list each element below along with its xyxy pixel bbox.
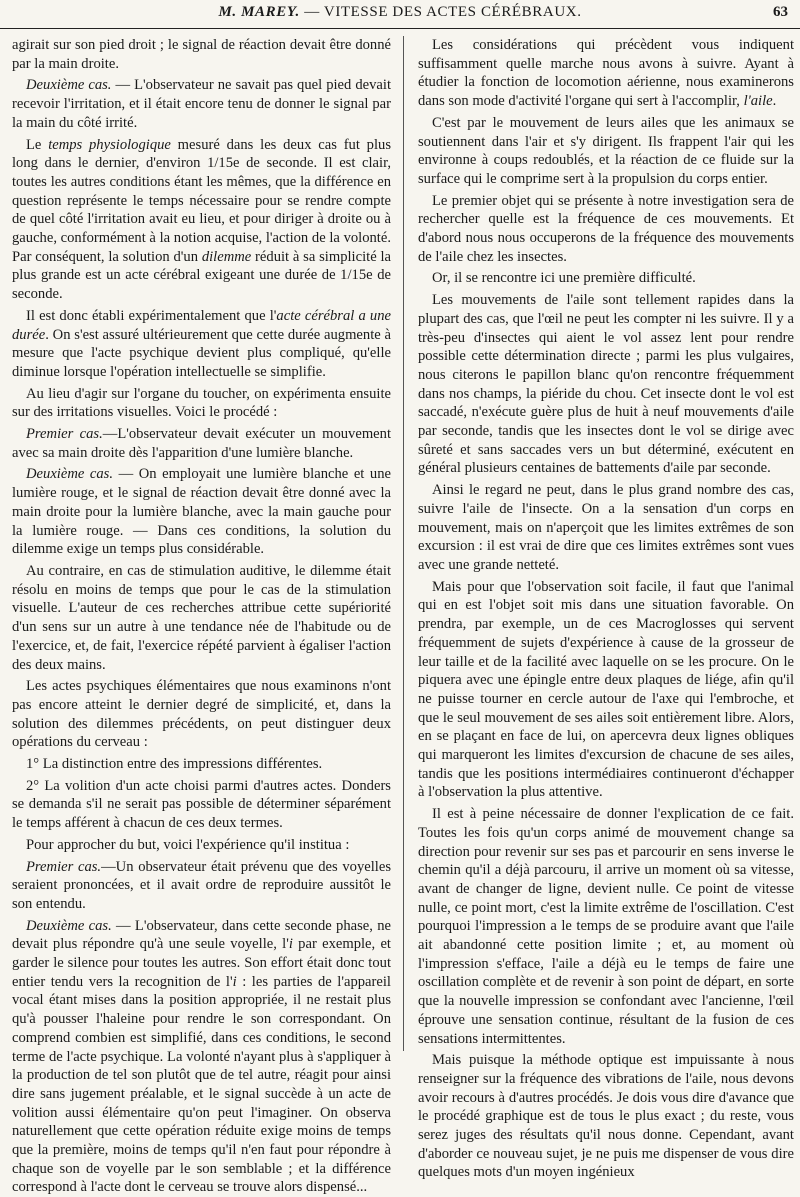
- text-run: Pour approcher du but, voici l'expérience qu'il institua :: [26, 836, 350, 853]
- running-header: [0, 0, 800, 29]
- text-run: 2° La volition d'un acte choisi parmi d'autres actes. Donders se demanda s'il ne serait pas possible de déterminer séparément le temps afférent à chacun de ces deux termes.: [12, 777, 391, 832]
- italic-run: Premier cas.: [26, 858, 102, 875]
- italic-run: Deuxième cas.: [26, 77, 112, 94]
- text-run: C'est par le mouvement de leurs ailes que les animaux se soutiennent dans l'air et s'y dirigent. Ils frappent l'air qui les environne à coups redoublés, et la réaction de ce fluide sur la surface qui le comprime sert à la propulsion du corps entier.: [418, 114, 794, 187]
- text-run: agirait sur son pied droit ; le signal de réaction devait être donné par la main droite.: [12, 37, 391, 72]
- text-run: . On s'est assuré ultérieurement que cette durée augmente à mesure que l'acte psychique devient plus compliqué, qu'elle diminue lorsque l'opération intellectuelle se simplifie.: [12, 326, 391, 380]
- left-column: [12, 36, 403, 1196]
- italic-run: i: [288, 936, 293, 953]
- paragraph: [12, 36, 391, 73]
- paragraph: [12, 307, 391, 382]
- paragraph: [12, 136, 391, 304]
- paragraph: [12, 917, 391, 1197]
- italic-run: temps physiologique: [48, 136, 171, 153]
- paragraph: [418, 114, 794, 189]
- text-run: 1° La distinction entre des impressions différentes.: [26, 756, 323, 773]
- text-run: Le premier objet qui se présente à notre investigation sera de rechercher quelle est la fréquence de ces mouvements. Et d'abord nous nous occuperons de la fréquence des mouvements de l'aile chez les insectes.: [418, 192, 794, 265]
- header-title: [0, 4, 800, 21]
- text-run: réduit à sa simplicité la plus grande est un acte cérébral exigeant une durée de 1/15e de seconde.: [12, 248, 391, 303]
- italic-run: dilemme: [201, 248, 252, 265]
- italic-run: Premier cas.: [26, 426, 103, 443]
- paragraph: [12, 385, 391, 422]
- paragraph: [12, 755, 391, 774]
- paragraph: [418, 36, 794, 111]
- right-column: [403, 36, 794, 1181]
- italic-run: i: [232, 973, 237, 990]
- italic-run: Deuxième cas.: [26, 466, 114, 483]
- text-columns: [12, 36, 794, 1196]
- italic-run: Deuxième cas.: [26, 917, 112, 934]
- paragraph: [418, 192, 794, 267]
- paragraph: [12, 677, 391, 752]
- text-run: Il est à peine nécessaire de donner l'explication de ce fait. Toutes les fois qu'un corps animé de mouvement change sa direction pour revenir sur ses pas et parcourir en sens inverse le chemin qu'il a déjà parcouru, il arrive un moment où sa vitesse, avant de changer de ligne, devient nulle. Ce point de vitesse nulle, ce point mort, c'est la limite extrême de l'oscillation. C'est pourquoi l'impression a le temps de se produire avant que l'aile ait abandonné cette position limite ; et, au moment où l'impression s'efface, l'aile a déjà eu le temps de faire une oscillation complète et de revenir à son point de départ, en sorte que la nouvelle impression se confondant avec l'ancienne, l'œil éprouve une sensation continue, résultant de la fusion de ces sensations intermittentes.: [418, 806, 794, 1047]
- paragraph: [418, 1051, 794, 1182]
- text-run: Le: [26, 136, 49, 153]
- text-run: —L'observateur devait exécuter un mouvement avec sa main droite dès l'apparition d'une lumière blanche.: [12, 426, 391, 461]
- text-run: par exemple, et garder le silence pour toutes les autres. Son effort était donc tout entier tendu vers la recognition de l': [12, 936, 391, 990]
- page-number: 63: [773, 4, 788, 20]
- paragraph: [418, 805, 794, 1048]
- text-run: Les mouvements de l'aile sont tellement rapides dans la plupart des cas, que l'œil ne peut les compter ni les suivre. Il y a très-peu d'insectes qui aient le vol assez lent pour rendre possible cette détermination directe ; parmi les plus vulgaires, nous citerons le papillon blanc qu'on rencontre fréquemment dans nos champs, la piéride du chou. Cet insecte dont le vol est saccadé, n'exécute guère plus de huit à neuf mouvements d'aile par seconde, tandis que les insectes dont le vol se dirige avec sûreté et sans saccades vers un but déterminé, exécutent en général plusieurs centaines de battements d'aile par seconde.: [418, 292, 794, 477]
- header-author: M. MAREY.: [218, 4, 300, 20]
- italic-run: acte cérébral a une durée: [12, 307, 391, 343]
- paragraph: [12, 465, 391, 559]
- text-run: : les parties de l'appareil vocal étant mises dans la position appropriée, il ne restait plus qu'à pousser l'haleine pour rendre le son correspondant. On comprend combien est simplifié, dans ces conditions, le second terme de l'acte psychique. La volonté n'ayant plus à s'appliquer à la production de tel son plutôt que de tel autre, réagit pour ainsi dire sans jugement préalable, et le signal succède à un acte de volition aussi élémentaire qu'on peut l'imaginer. On observa naturellement que cette opération réduite exige moins de temps que la première, moins de temps qu'il n'en faut pour répondre à chaque son de voyelle par le son semblable ; et la différence correspond à l'acte dont le cerveau se trouve alors dispensé...: [12, 973, 391, 1196]
- paragraph: [418, 578, 794, 802]
- text-run: —Un observateur était prévenu que des voyelles seraient prononcées, et il avait ordre de reproduire aussitôt le son entendu.: [12, 858, 391, 912]
- paragraph: [12, 425, 391, 462]
- text-run: .: [772, 93, 777, 110]
- italic-run: l'aile: [743, 93, 773, 110]
- paragraph: [418, 269, 794, 288]
- paragraph: [12, 777, 391, 833]
- text-run: — L'observateur ne savait pas quel pied devait recevoir l'irritation, et il était encore tenu de donner le signal par la main du côté irrité.: [12, 77, 392, 131]
- paragraph: [12, 858, 391, 914]
- paragraph: [418, 291, 794, 478]
- text-run: Les actes psychiques élémentaires que nous examinons n'ont pas encore atteint le dernier degré de simplicité, et, dans la solution des dilemmes précédents, on peut distinguer deux opérations du cerveau :: [12, 678, 391, 751]
- text-run: Au lieu d'agir sur l'organe du toucher, on expérimenta ensuite sur des irritations visuelles. Voici le procédé :: [12, 385, 391, 421]
- text-run: — L'observateur, dans cette seconde phase, ne devait plus répondre qu'à une seule voyelle, l': [12, 917, 391, 953]
- paragraph: [12, 76, 391, 132]
- header-article-title: — VITESSE DES ACTES CÉRÉBRAUX.: [304, 4, 582, 20]
- paragraph: [12, 562, 391, 674]
- text-run: Mais puisque la méthode optique est impuissante à nous renseigner sur la fréquence des vibrations de l'aile, nous devons avoir recours à d'autres procédés. Je dois vous dire d'avance que le procédé graphique est de tous le plus exact ; du reste, vous serez juges des résultats qu'il nous donne. Cependant, avant d'aborder ce nouveau sujet, je ne puis me dispenser de vous dire quelques mots d'un moyen ingénieux: [418, 1052, 794, 1181]
- text-run: Ainsi le regard ne peut, dans le plus grand nombre des cas, suivre l'aile de l'insecte. On a la sensation d'un corps en mouvement, mais on n'aperçoit que les limites extrêmes de son excursion : il est vrai de dire que ces limites extrêmes sont vues avec une grande netteté.: [418, 482, 794, 573]
- text-run: — On employait une lumière blanche et une lumière rouge, et le signal de réaction devait être donné avec la main droite pour la lumière blanche, avec la main gauche pour la lumière rouge. — Dans ces conditions, la solution du dilemme exige un temps plus considérable.: [12, 466, 391, 558]
- paragraph: [12, 836, 391, 855]
- text-run: Mais pour que l'observation soit facile, il faut que l'animal qui en est l'objet soit mis dans une situation favorable. On prendra, par exemple, un de ces Macroglosses qui servent fréquemment de sujets d'expérience à cause de la grosseur de leur taille et de la facilité avec laquelle on se les procure. On le piquera avec une épingle entre deux plaques de liége, afin qu'il ne puisse tourner en cercle autour de l'axe qui l'embroche, et que le seul mouvement de ses ailes soit entièrement libre. Alors, en se plaçant en face de lui, on apercevra deux lignes obliques qui marqueront les limites d'excursion de chacune de ses ailes, tandis que les positions intermédiaires continueront d'échapper à l'observation la plus attentive.: [418, 578, 794, 801]
- text-run: Il est donc établi expérimentalement que l': [26, 307, 277, 324]
- text-run: mesuré dans les deux cas fut plus long dans le dernier, d'environ 1/15e de seconde. Il est clair, toutes les autres conditions étant les mêmes, que la différence en question représente le temps nécessaire pour se rendre compte de quel côté l'irritation avait eu lieu, et pour diriger à droite ou à gauche, conformément à la notion acquise, l'action de la volonté. Par conséquent, la solution d'un: [12, 136, 392, 265]
- text-run: Les considérations qui précèdent vous indiquent suffisamment quelle marche nous avons à suivre. Ayant à étudier la fonction de locomotion aérienne, nous examinerons dans son mode d'activité l'organe qui sert à l'accomplir,: [418, 37, 794, 110]
- text-run: Or, il se rencontre ici une première difficulté.: [432, 270, 696, 287]
- paragraph: [418, 481, 794, 575]
- text-run: Au contraire, en cas de stimulation auditive, le dilemme était résolu en moins de temps que pour le cas de la stimulation visuelle. L'auteur de ces recherches attribue cette supériorité d'un sens sur un autre à une tendance née de l'habitude ou de l'exercice, et, de fait, l'exercice répété parvient à égaliser l'action des deux mains.: [12, 562, 391, 673]
